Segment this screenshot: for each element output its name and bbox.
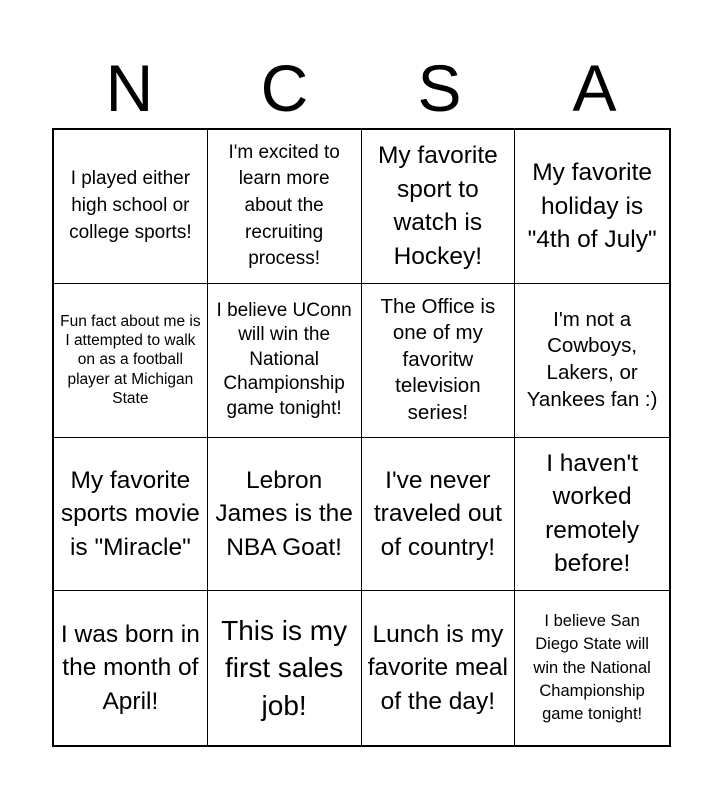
bingo-cell-text: I'm not a Cowboys, Lakers, or Yankees fan :) xyxy=(526,307,658,411)
bingo-cell[interactable] xyxy=(362,284,516,438)
bingo-cell-text: I believe San Diego State will win the National Championship game tonight! xyxy=(533,612,651,723)
bingo-cell[interactable] xyxy=(515,438,669,592)
bingo-cell-text: My favorite holiday is "4th of July" xyxy=(527,159,657,254)
bingo-cell-text: I played either high school or college sports! xyxy=(69,168,192,243)
bingo-cell[interactable] xyxy=(362,438,516,592)
header-letter-c: C xyxy=(260,51,309,125)
bingo-cell[interactable] xyxy=(515,130,669,284)
bingo-cell-text: Fun fact about me is I attempted to walk on as a football player at Michigan State xyxy=(60,312,201,408)
bingo-cell[interactable] xyxy=(54,591,208,745)
bingo-cell-text: The Office is one of my favoritw television series! xyxy=(380,294,496,425)
bingo-cell-text: I was born in the month of April! xyxy=(60,620,200,715)
bingo-cell[interactable] xyxy=(208,130,362,284)
bingo-cell-text: Lunch is my favorite meal of the day! xyxy=(367,620,508,715)
bingo-board xyxy=(52,128,671,747)
bingo-cell[interactable] xyxy=(362,591,516,745)
bingo-cell[interactable] xyxy=(515,284,669,438)
header-letter-n: N xyxy=(105,51,154,125)
bingo-cell-text: I'm excited to learn more about the recruiting process! xyxy=(228,141,340,270)
bingo-cell-text: My favorite sports movie is "Miracle" xyxy=(60,466,200,561)
bingo-cell[interactable] xyxy=(54,284,208,438)
bingo-cell-text: This is my first sales job! xyxy=(221,614,348,721)
bingo-cell[interactable] xyxy=(362,130,516,284)
bingo-cell[interactable] xyxy=(54,438,208,592)
header-letter-s: S xyxy=(417,51,462,125)
bingo-cell-text: Lebron James is the NBA Goat! xyxy=(215,466,353,561)
bingo-cell-text: My favorite sport to watch is Hockey! xyxy=(377,142,498,270)
bingo-cell-text: I haven't worked remotely before! xyxy=(545,449,640,578)
header-letter-a: A xyxy=(572,51,617,125)
bingo-cell-text: I've never traveled out of country! xyxy=(373,466,502,561)
bingo-cell[interactable] xyxy=(208,438,362,592)
bingo-cell-text: I believe UConn will win the National Championship game tonight! xyxy=(216,299,352,419)
bingo-header xyxy=(52,50,672,126)
bingo-cell[interactable] xyxy=(208,284,362,438)
bingo-cell[interactable] xyxy=(54,130,208,284)
bingo-cell[interactable] xyxy=(208,591,362,745)
bingo-cell[interactable] xyxy=(515,591,669,745)
